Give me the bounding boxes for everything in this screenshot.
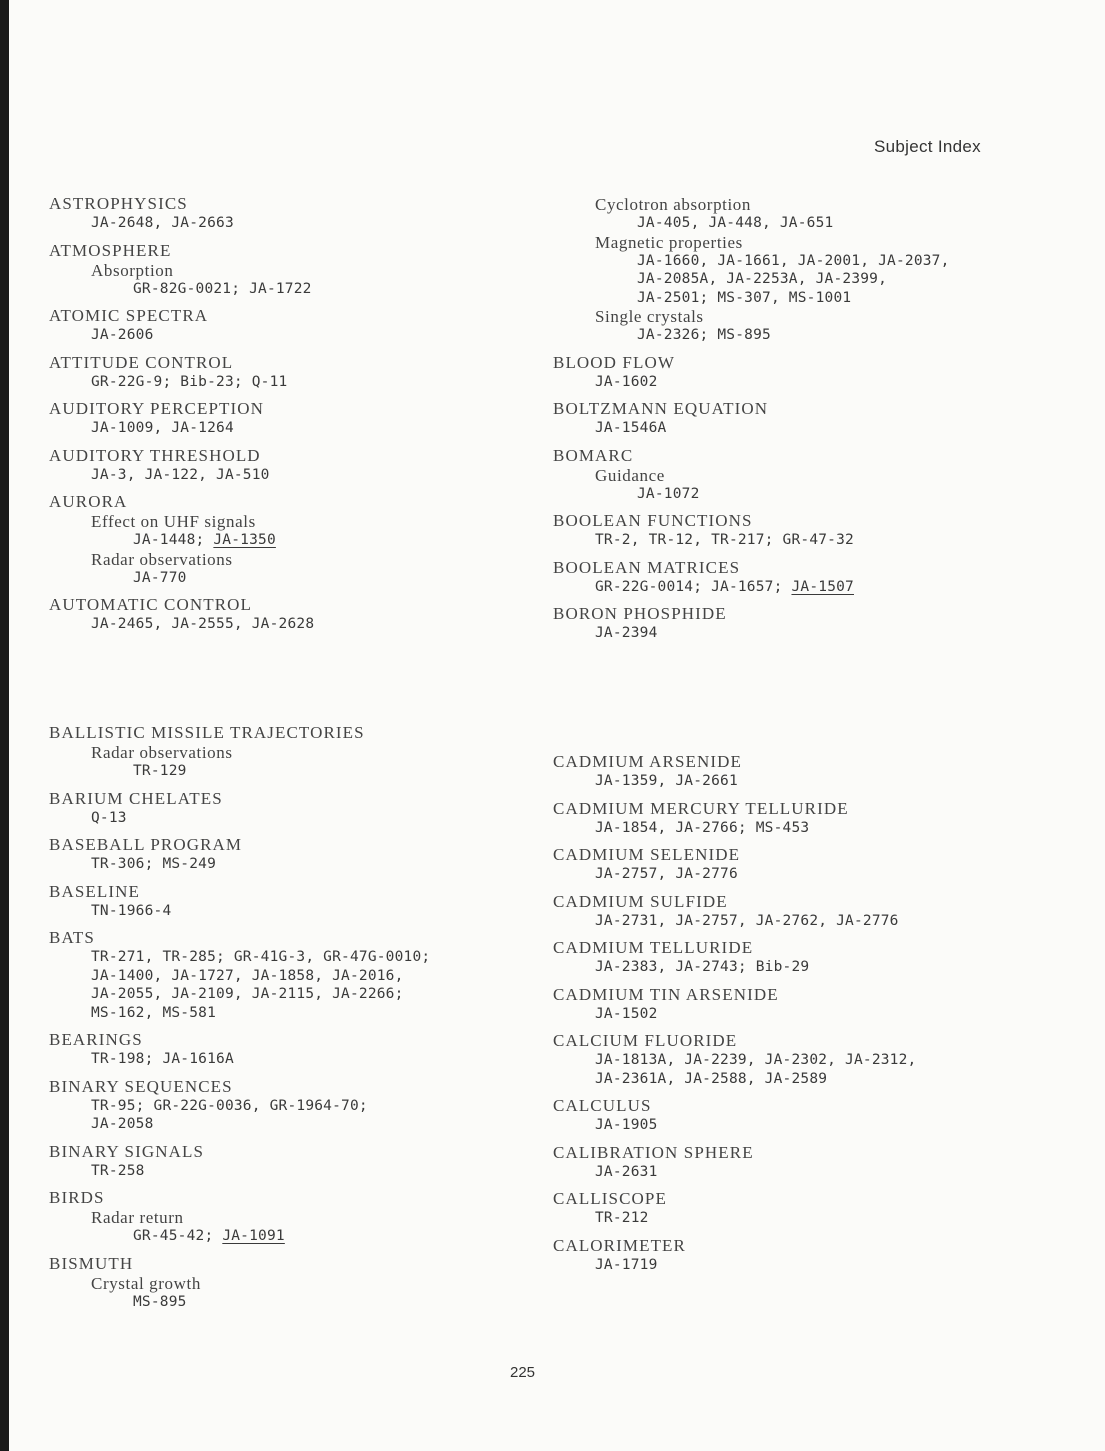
- index-term: BOLTZMANN EQUATION: [553, 399, 769, 418]
- index-entry: [553, 604, 1053, 643]
- reference-line: [49, 948, 549, 967]
- reference-line: [49, 615, 549, 634]
- reference-text: JA-2085A, JA-2253A, JA-2399,: [637, 271, 888, 287]
- reference-line: [553, 531, 1053, 550]
- index-term: AUDITORY PERCEPTION: [49, 399, 264, 418]
- reference-text: MS-162, MS-581: [91, 1004, 217, 1021]
- index-entry: [553, 446, 1053, 504]
- index-column-right-bottom: [553, 752, 1053, 1282]
- reference-line: [553, 1051, 1053, 1070]
- reference-text: TR-212: [595, 1210, 649, 1226]
- index-entry: [49, 595, 549, 634]
- reference-line: [49, 569, 549, 588]
- reference-text: JA-2631: [595, 1163, 658, 1180]
- reference-line: [49, 531, 549, 550]
- reference-text: TR-258: [91, 1162, 145, 1179]
- reference-line: [49, 280, 549, 299]
- index-entry: [49, 1254, 549, 1312]
- index-entry: [49, 1077, 549, 1134]
- reference-text: JA-2055, JA-2109, JA-2115, JA-2266;: [91, 986, 404, 1002]
- index-term: BISMUTH: [49, 1253, 134, 1273]
- index-entry: [553, 1031, 1053, 1088]
- index-term: ATTITUDE CONTROL: [49, 352, 234, 372]
- index-entry: [49, 928, 549, 1022]
- index-entry: [553, 752, 1053, 791]
- reference-text: JA-3, JA-122, JA-510: [91, 466, 270, 483]
- reference-text: JA-2326; MS-895: [637, 327, 771, 343]
- index-term: CADMIUM TELLURIDE: [553, 938, 754, 957]
- reference-text: TR-306; MS-249: [91, 856, 217, 872]
- reference-text: JA-1719: [595, 1256, 658, 1273]
- reference-text: JA-1400, JA-1727, JA-1858, JA-2016,: [91, 967, 404, 984]
- reference-line: [553, 1070, 1053, 1089]
- index-column-right-top: [553, 195, 1053, 651]
- index-subterm: Effect on UHF signals: [91, 512, 256, 531]
- reference-text: JA-405, JA-448, JA-651: [637, 215, 834, 231]
- index-term: CALORIMETER: [553, 1235, 686, 1255]
- reference-text: MS-895: [133, 1293, 187, 1310]
- index-term: ASTROPHYSICS: [49, 194, 188, 213]
- index-term: BORON PHOSPHIDE: [553, 604, 727, 623]
- reference-line: [553, 1256, 1053, 1275]
- index-entry: [553, 938, 1053, 977]
- reference-text: JA-2058: [91, 1116, 154, 1132]
- index-entry: [49, 194, 549, 233]
- reference-text: JA-2731, JA-2757, JA-2762, JA-2776: [595, 912, 899, 929]
- reference-text: GR-22G-9; Bib-23; Q-11: [91, 373, 288, 390]
- reference-line: [49, 1097, 549, 1116]
- index-entry: [49, 1188, 549, 1246]
- index-term: ATOMIC SPECTRA: [49, 306, 209, 325]
- reference-text: Q-13: [91, 809, 127, 826]
- reference-line: [553, 1163, 1053, 1182]
- reference-text: GR-45-42;: [133, 1228, 223, 1244]
- index-term: CALIBRATION SPHERE: [553, 1142, 754, 1162]
- index-subterm: Single crystals: [595, 307, 704, 326]
- reference-line: [553, 289, 1053, 308]
- index-subterm: Magnetic properties: [595, 232, 743, 252]
- index-entry: [553, 353, 1053, 392]
- reference-text: GR-22G-0014; JA-1657;: [595, 578, 792, 595]
- index-entry: [49, 882, 549, 921]
- reference-text: TN-1966-4: [91, 902, 172, 919]
- reference-line: [553, 214, 1053, 233]
- reference-text: JA-2648, JA-2663: [91, 215, 234, 231]
- index-term: BASEBALL PROGRAM: [49, 835, 243, 854]
- reference-line: [553, 270, 1053, 289]
- index-entry: [49, 399, 549, 438]
- page-header: Subject Index: [874, 137, 981, 156]
- index-entry: [49, 723, 549, 781]
- reference-line: [553, 1209, 1053, 1228]
- reference-line: [553, 819, 1053, 838]
- index-term: BLOOD FLOW: [553, 352, 675, 372]
- index-term: CALCULUS: [553, 1096, 652, 1115]
- index-term: BEARINGS: [49, 1030, 143, 1049]
- underlined-reference: JA-1091: [222, 1228, 285, 1244]
- reference-text: JA-2757, JA-2776: [595, 866, 738, 882]
- index-term: BOOLEAN MATRICES: [553, 557, 741, 577]
- index-term: BASELINE: [49, 881, 140, 901]
- index-entry: [553, 195, 1053, 345]
- index-entry: [553, 1096, 1053, 1135]
- reference-line: [553, 865, 1053, 884]
- underlined-reference: JA-1507: [791, 578, 854, 595]
- reference-line: [49, 326, 549, 345]
- index-term: BINARY SEQUENCES: [49, 1076, 233, 1096]
- index-entry: [49, 446, 549, 485]
- index-entry: [553, 511, 1053, 550]
- reference-line: [49, 1162, 549, 1181]
- reference-line: [553, 624, 1053, 643]
- index-term: BARIUM CHELATES: [49, 788, 223, 808]
- reference-line: [49, 214, 549, 233]
- index-term: AUDITORY THRESHOLD: [49, 445, 261, 465]
- reference-text: JA-1660, JA-1661, JA-2001, JA-2037,: [637, 252, 950, 269]
- reference-text: JA-2394: [595, 625, 658, 641]
- reference-line: [553, 772, 1053, 791]
- reference-line: [553, 958, 1053, 977]
- reference-text: JA-1009, JA-1264: [91, 420, 234, 436]
- reference-text: JA-2501; MS-307, MS-1001: [637, 289, 852, 306]
- index-term: CADMIUM ARSENIDE: [553, 752, 743, 771]
- reference-line: [553, 1005, 1053, 1024]
- reference-line: [553, 419, 1053, 438]
- reference-line: [553, 252, 1053, 271]
- index-term: CALLISCOPE: [553, 1189, 667, 1208]
- index-entry: [49, 353, 549, 392]
- reference-text: JA-1072: [637, 485, 700, 502]
- reference-line: [49, 1050, 549, 1069]
- index-term: CALCIUM FLUORIDE: [553, 1031, 738, 1050]
- reference-line: [553, 326, 1053, 345]
- index-term: CADMIUM TIN ARSENIDE: [553, 984, 779, 1004]
- index-term: AUTOMATIC CONTROL: [49, 595, 253, 614]
- index-term: BOMARC: [553, 445, 634, 465]
- reference-text: TR-2, TR-12, TR-217; GR-47-32: [595, 532, 854, 548]
- reference-text: JA-2383, JA-2743; Bib-29: [595, 959, 810, 975]
- binding-edge: [0, 0, 9, 1451]
- index-entry: [49, 1030, 549, 1069]
- index-column-left-top: [49, 194, 549, 642]
- index-term: BINARY SIGNALS: [49, 1141, 205, 1161]
- index-term: ATMOSPHERE: [49, 240, 172, 260]
- index-entry: [553, 845, 1053, 884]
- reference-text: JA-1602: [595, 373, 658, 390]
- reference-text: JA-1854, JA-2766; MS-453: [595, 819, 810, 836]
- reference-text: JA-770: [133, 569, 187, 586]
- reference-text: GR-82G-0021; JA-1722: [133, 280, 312, 297]
- reference-line: [49, 762, 549, 781]
- index-entry: [49, 789, 549, 828]
- reference-line: [49, 373, 549, 392]
- index-entry: [553, 985, 1053, 1024]
- index-term: BOOLEAN FUNCTIONS: [553, 511, 753, 530]
- reference-text: JA-1905: [595, 1117, 658, 1133]
- index-term: BALLISTIC MISSILE TRAJECTORIES: [49, 723, 365, 742]
- index-subterm: Cyclotron absorption: [595, 195, 752, 214]
- index-entry: [553, 1143, 1053, 1182]
- reference-line: [49, 967, 549, 986]
- index-term: BIRDS: [49, 1188, 105, 1207]
- reference-text: JA-1546A: [595, 420, 667, 436]
- reference-text: JA-2465, JA-2555, JA-2628: [91, 616, 315, 632]
- reference-line: [553, 485, 1053, 504]
- reference-line: [49, 902, 549, 921]
- index-subterm: Radar return: [91, 1208, 184, 1227]
- reference-line: [49, 1004, 549, 1023]
- index-entry: [49, 1142, 549, 1181]
- index-entry: [553, 558, 1053, 597]
- index-term: BATS: [49, 928, 95, 947]
- index-term: CADMIUM MERCURY TELLURIDE: [553, 798, 849, 818]
- reference-line: [553, 578, 1053, 597]
- index-entry: [49, 306, 549, 345]
- index-term: CADMIUM SELENIDE: [553, 845, 741, 864]
- reference-text: JA-1813A, JA-2239, JA-2302, JA-2312,: [595, 1052, 917, 1068]
- reference-text: JA-1448;: [133, 532, 214, 548]
- reference-line: [49, 1227, 549, 1246]
- reference-line: [49, 855, 549, 874]
- reference-text: TR-198; JA-1616A: [91, 1051, 234, 1067]
- index-entry: [49, 492, 549, 587]
- reference-line: [553, 373, 1053, 392]
- page-number: 225: [510, 1364, 536, 1381]
- reference-line: [49, 1293, 549, 1312]
- reference-line: [49, 809, 549, 828]
- reference-text: JA-1502: [595, 1005, 658, 1022]
- index-entry: [553, 1189, 1053, 1228]
- underlined-reference: JA-1350: [213, 532, 276, 548]
- index-entry: [49, 835, 549, 874]
- index-term: AURORA: [49, 492, 128, 511]
- reference-line: [49, 419, 549, 438]
- index-column-left-bottom: [49, 723, 549, 1319]
- reference-text: JA-2361A, JA-2588, JA-2589: [595, 1070, 828, 1087]
- reference-line: [553, 912, 1053, 931]
- reference-line: [553, 1116, 1053, 1135]
- reference-text: TR-95; GR-22G-0036, GR-1964-70;: [91, 1097, 368, 1114]
- reference-line: [49, 985, 549, 1004]
- reference-text: JA-2606: [91, 327, 154, 343]
- reference-text: TR-129: [133, 763, 187, 779]
- index-entry: [553, 892, 1053, 931]
- reference-text: JA-1359, JA-2661: [595, 773, 738, 789]
- index-subterm: Absorption: [91, 260, 174, 280]
- index-entry: [49, 241, 549, 299]
- reference-line: [49, 466, 549, 485]
- reference-line: [49, 1115, 549, 1134]
- index-entry: [553, 399, 1053, 438]
- index-subterm: Radar observations: [91, 743, 233, 762]
- index-entry: [553, 799, 1053, 838]
- reference-text: TR-271, TR-285; GR-41G-3, GR-47G-0010;: [91, 949, 431, 965]
- index-subterm: Crystal growth: [91, 1273, 201, 1293]
- index-subterm: Radar observations: [91, 549, 233, 569]
- index-entry: [553, 1236, 1053, 1275]
- index-subterm: Guidance: [595, 465, 665, 485]
- index-term: CADMIUM SULFIDE: [553, 891, 728, 911]
